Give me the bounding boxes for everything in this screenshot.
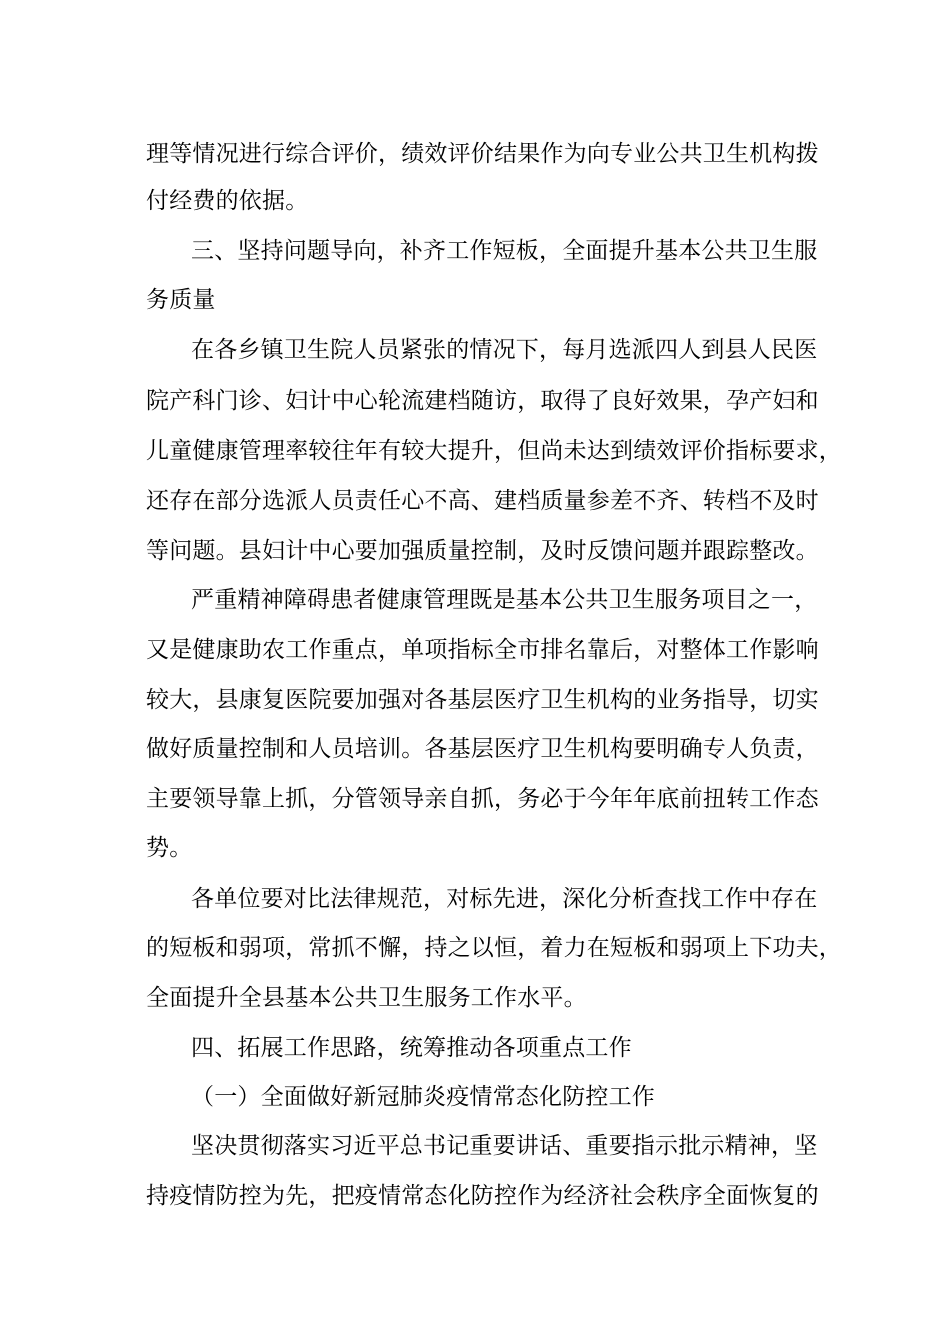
section-heading-4: 四、拓展工作思路，统筹推动各项重点工作: [191, 1035, 632, 1061]
text-line: 全面提升全县基本公共卫生服务工作水平。: [146, 985, 587, 1011]
text-line: 做好质量控制和人员培训。各基层医疗卫生机构要明确专人负责，: [146, 736, 819, 762]
text-line: 在各乡镇卫生院人员紧张的情况下，每月选派四人到县人民医: [191, 337, 818, 363]
text-line: 儿童健康管理率较往年有较大提升，但尚未达到绩效评价指标要求，: [146, 438, 842, 464]
text-line: 较大，县康复医院要加强对各基层医疗卫生机构的业务指导，切实: [146, 687, 819, 713]
text-line: 各单位要对比法律规范，对标先进，深化分析查找工作中存在: [191, 886, 818, 912]
text-line: 主要领导靠上抓，分管领导亲自抓，务必于今年年底前扭转工作态: [146, 786, 819, 812]
text-line: 严重精神障碍患者健康管理既是基本公共卫生服务项目之一，: [191, 587, 818, 613]
text-line: 还存在部分选派人员责任心不高、建档质量参差不齐、转档不及时: [146, 488, 819, 514]
text-line: 院产科门诊、妇计中心轮流建档随访，取得了良好效果，孕产妇和: [146, 388, 819, 414]
text-line: 持疫情防控为先，把疫情常态化防控作为经济社会秩序全面恢复的: [146, 1183, 819, 1209]
section-heading-3: 三、坚持问题导向，补齐工作短板，全面提升基本公共卫生服: [191, 238, 818, 264]
text-line: 的短板和弱项，常抓不懈，持之以恒，着力在短板和弱项上下功夫，: [146, 935, 842, 961]
text-line: 坚决贯彻落实习近平总书记重要讲话、重要指示批示精神，坚: [191, 1133, 818, 1159]
text-line: 势。: [146, 835, 193, 861]
text-line: 又是健康助农工作重点，单项指标全市排名靠后，对整体工作影响: [146, 637, 819, 663]
text-line: 理等情况进行综合评价，绩效评价结果作为向专业公共卫生机构拨: [146, 141, 819, 167]
text-line: 付经费的依据。: [146, 188, 309, 214]
section-heading-3-cont: 务质量: [146, 287, 216, 313]
text-line: 等问题。县妇计中心要加强质量控制，及时反馈问题并跟踪整改。: [146, 538, 819, 564]
subsection-heading-1: （一）全面做好新冠肺炎疫情常态化防控工作: [191, 1084, 655, 1110]
